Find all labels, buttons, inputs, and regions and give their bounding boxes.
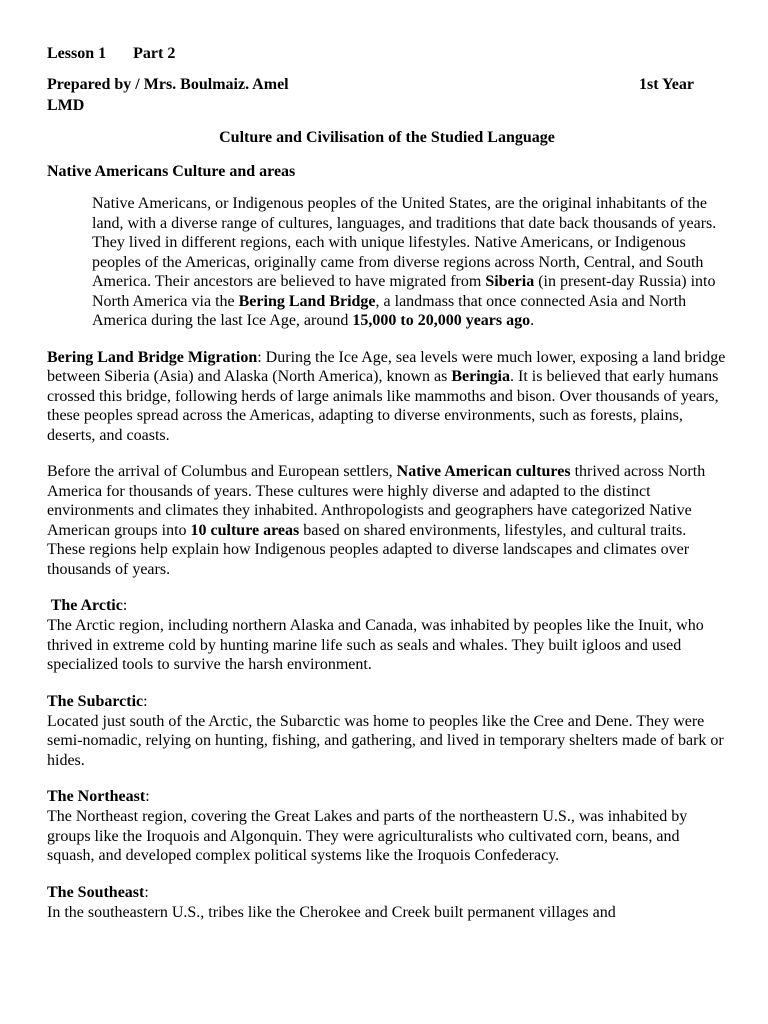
- culture-area-northeast: [47, 787, 727, 866]
- area-title: The Northeast: [47, 788, 146, 805]
- area-title: The Arctic: [47, 597, 123, 614]
- intro-bold-bering: Bering Land Bridge: [238, 292, 376, 310]
- area-text: Located just south of the Arctic, the Subarctic was home to peoples like the Cree and Dene. They were semi-nomadic, relying on hunting, fishing, and gathering, and lived in temporary shelters made of bark or hides.: [47, 712, 724, 769]
- before-text-1: Before the arrival of Columbus and European settlers,: [47, 463, 397, 480]
- area-title: The Subarctic: [47, 692, 144, 710]
- before-text-2: thrived across North America for thousands of years. These cultures were highly diverse and adapted to the distinct environments and climates they inhabited. Anthropologists and geographers have categorized Native American groups into: [47, 463, 706, 539]
- year-label: 1st Year: [639, 76, 694, 93]
- intro-bold-years: 15,000 to 20,000 years ago: [352, 312, 531, 329]
- area-text: In the southeastern U.S., tribes like the Cherokee and Creek built permanent villages and: [47, 903, 616, 921]
- area-text: The Northeast region, covering the Great Lakes and parts of the northeastern U.S., was inhabited by groups like the Iroquois and Algonquin. They were agriculturalists who cultivated corn, beans, and squash, and developed complex political systems like the Iroquois Confederacy.: [47, 808, 688, 864]
- bering-text-2: . It is believed that early humans crossed this bridge, following herds of large animals like mammoths and bison. Over thousands of years, these peoples spread across the Americas, adapting to diverse environments, such as forests, plains, deserts, and coasts.: [47, 368, 719, 444]
- intro-text-3: , a landmass that once connected Asia and North America during the last Ice Age, around: [92, 292, 687, 329]
- area-colon: :: [143, 692, 148, 710]
- culture-area-subarctic: [47, 692, 727, 771]
- bering-heading: Bering Land Bridge Migration: [47, 348, 258, 366]
- culture-area-southeast: [47, 883, 727, 923]
- area-heading: [47, 596, 727, 616]
- area-heading: [47, 883, 727, 903]
- intro-paragraph: [47, 194, 727, 331]
- part-label: Part 2: [133, 45, 176, 62]
- intro-text-4: .: [530, 312, 535, 329]
- lesson-line: [47, 44, 727, 64]
- before-bold-areas: 10 culture areas: [190, 521, 300, 539]
- bering-text-1: : During the Ice Age, sea levels were much lower, exposing a land bridge between Siberia (Asia) and Alaska (North America), known as: [47, 348, 726, 385]
- area-colon: :: [145, 788, 150, 805]
- before-paragraph: [47, 462, 727, 579]
- before-bold-cultures: Native American cultures: [396, 463, 571, 480]
- prepared-by-line: [47, 76, 727, 96]
- lesson-label: Lesson 1: [47, 45, 107, 62]
- intro-text-2: (in present-day Russia) into North America via the: [92, 273, 716, 310]
- before-text-3: based on shared environments, lifestyles, and cultural traits. These regions help explain how Indigenous peoples adapted to diverse landscapes and climates over thousands of years.: [47, 521, 690, 578]
- bering-paragraph: [47, 348, 727, 446]
- document-title: Culture and Civilisation of the Studied Language: [219, 129, 555, 146]
- intro-text-1: Native Americans, or Indigenous peoples of the United States, are the original inhabitants of the land, with a diverse range of cultures, languages, and traditions that date back thousands of years. They lived in different regions, each with unique lifestyles. Native Americans, or Indigenous peoples of the Americas, originally came from diverse regions across North, Central, and South America. Their ancestors are believed to have migrated from: [92, 195, 717, 290]
- culture-area-arctic: [47, 596, 727, 675]
- level-label: LMD: [47, 97, 85, 114]
- document-page: [47, 44, 727, 922]
- area-heading: [47, 692, 727, 712]
- intro-bold-siberia: Siberia: [485, 273, 535, 290]
- area-text: The Arctic region, including northern Alaska and Canada, was inhabited by peoples like the Inuit, who thrived in extreme cold by hunting marine life such as seals and whales. They built igloos and used specialized tools to survive the harsh environment.: [47, 617, 704, 673]
- area-colon: :: [144, 883, 149, 901]
- bering-bold-beringia: Beringia: [451, 368, 510, 385]
- area-title: The Southeast: [47, 883, 145, 901]
- section-title: Native Americans Culture and areas: [47, 163, 296, 180]
- area-heading: [47, 787, 727, 807]
- area-colon: :: [122, 597, 128, 614]
- prepared-by: Prepared by / Mrs. Boulmaiz. Amel: [47, 76, 289, 93]
